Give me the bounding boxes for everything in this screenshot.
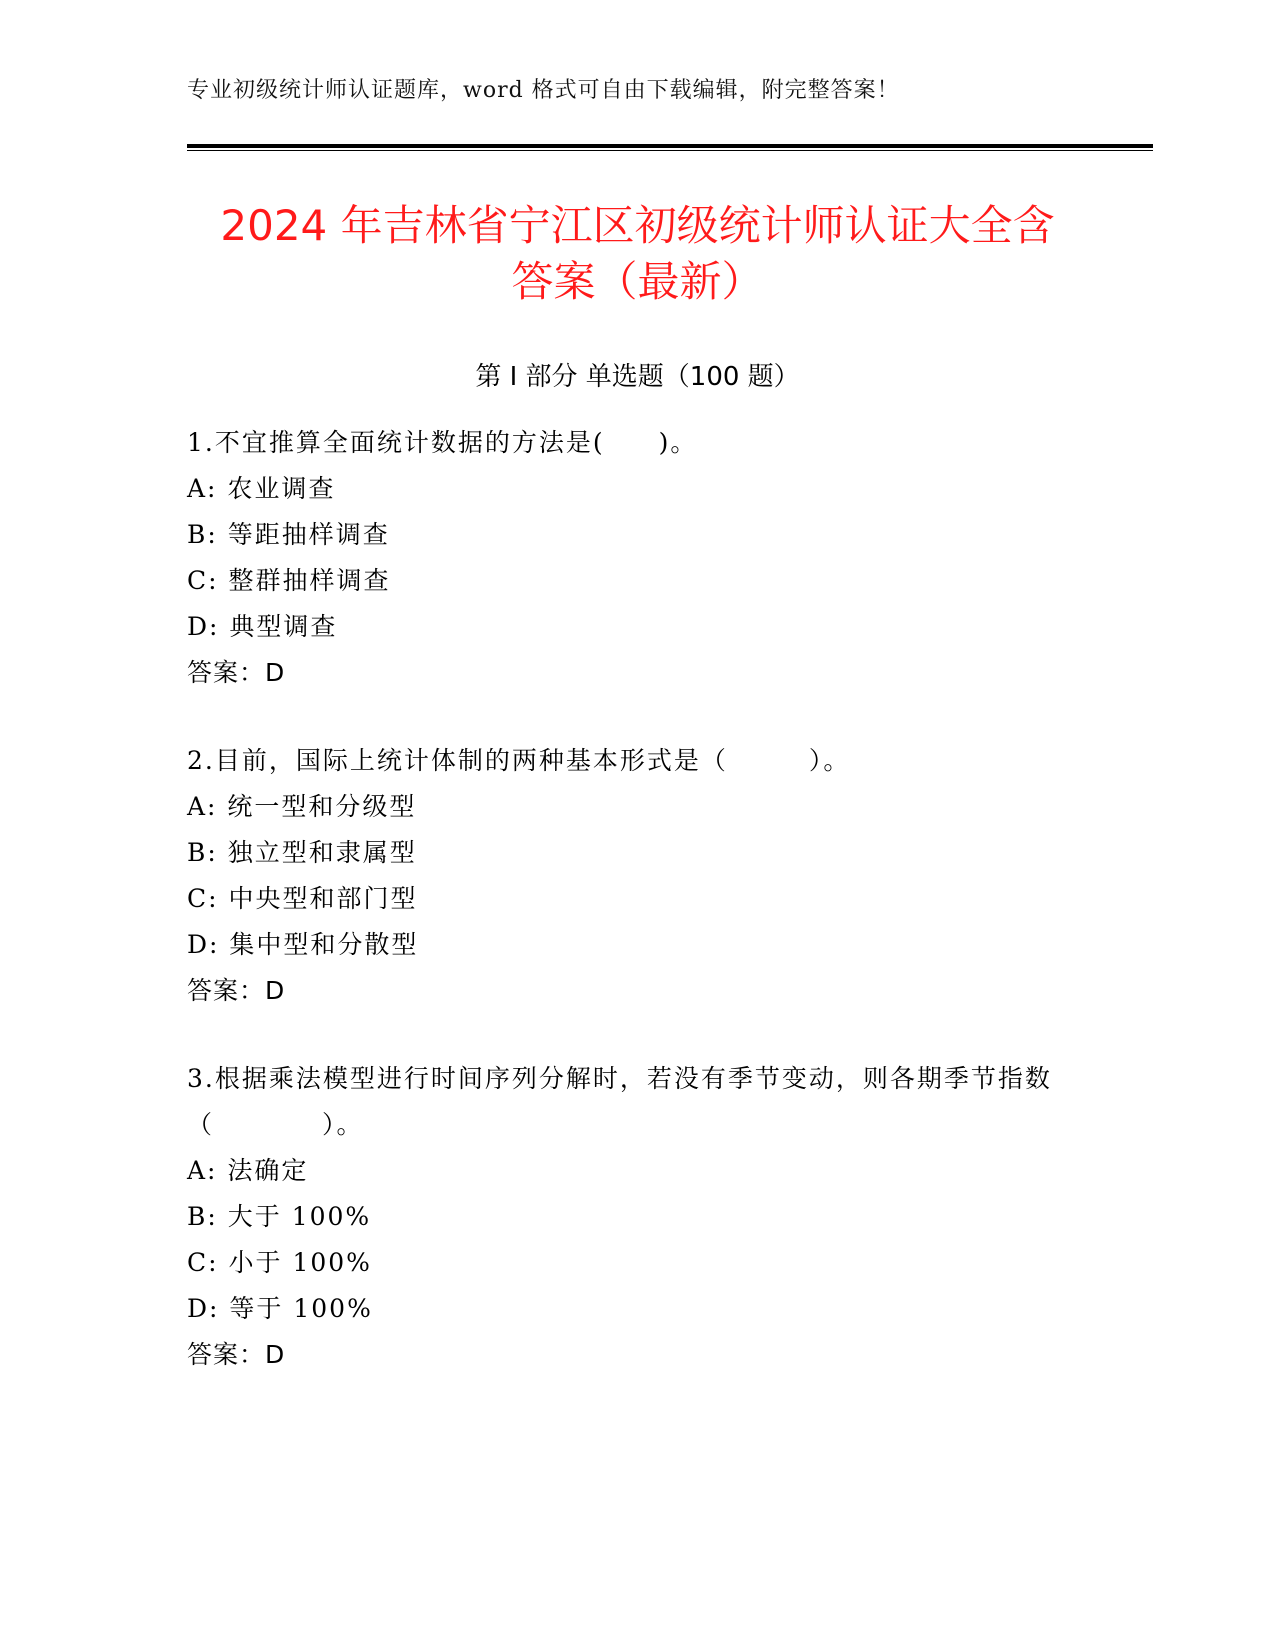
document-title-line-1: 2024 年吉林省宁江区初级统计师认证大全含 bbox=[220, 201, 1055, 250]
option-a: A: 统一型和分级型 bbox=[187, 792, 417, 821]
option-d: D: 等于 100% bbox=[187, 1294, 373, 1323]
question-2 bbox=[187, 738, 1087, 1014]
option-c: C: 小于 100% bbox=[187, 1248, 372, 1277]
question-stem: 3.根据乘法模型进行时间序列分解时，若没有季节变动，则各期季节指数（ ）。 bbox=[187, 1064, 1052, 1139]
question-stem: 1.不宜推算全面统计数据的方法是( )。 bbox=[187, 428, 698, 457]
question-stem: 2.目前，国际上统计体制的两种基本形式是（ ）。 bbox=[187, 746, 851, 775]
header-text: 专业初级统计师认证题库，word 格式可自由下载编辑，附完整答案！ bbox=[187, 78, 900, 103]
question-1 bbox=[187, 420, 1087, 696]
option-c: C: 整群抽样调查 bbox=[187, 566, 391, 595]
document-title bbox=[160, 198, 1115, 310]
answer: 答案：D bbox=[187, 976, 286, 1005]
document-title-line-2: 答案（最新） bbox=[511, 257, 764, 306]
option-d: D: 集中型和分散型 bbox=[187, 930, 419, 959]
answer: 答案：D bbox=[187, 658, 286, 687]
header-divider-thick bbox=[187, 144, 1153, 148]
option-b: B: 独立型和隶属型 bbox=[187, 838, 417, 867]
option-a: A: 农业调查 bbox=[187, 474, 336, 503]
option-a: A: 法确定 bbox=[187, 1156, 309, 1185]
answer: 答案：D bbox=[187, 1340, 286, 1369]
header-divider-thin bbox=[187, 150, 1153, 151]
option-d: D: 典型调查 bbox=[187, 612, 338, 641]
option-c: C: 中央型和部门型 bbox=[187, 884, 418, 913]
question-3 bbox=[187, 1056, 1087, 1378]
option-b: B: 大于 100% bbox=[187, 1202, 372, 1231]
section-title: 第 I 部分 单选题（100 题） bbox=[475, 362, 800, 392]
option-b: B: 等距抽样调查 bbox=[187, 520, 390, 549]
